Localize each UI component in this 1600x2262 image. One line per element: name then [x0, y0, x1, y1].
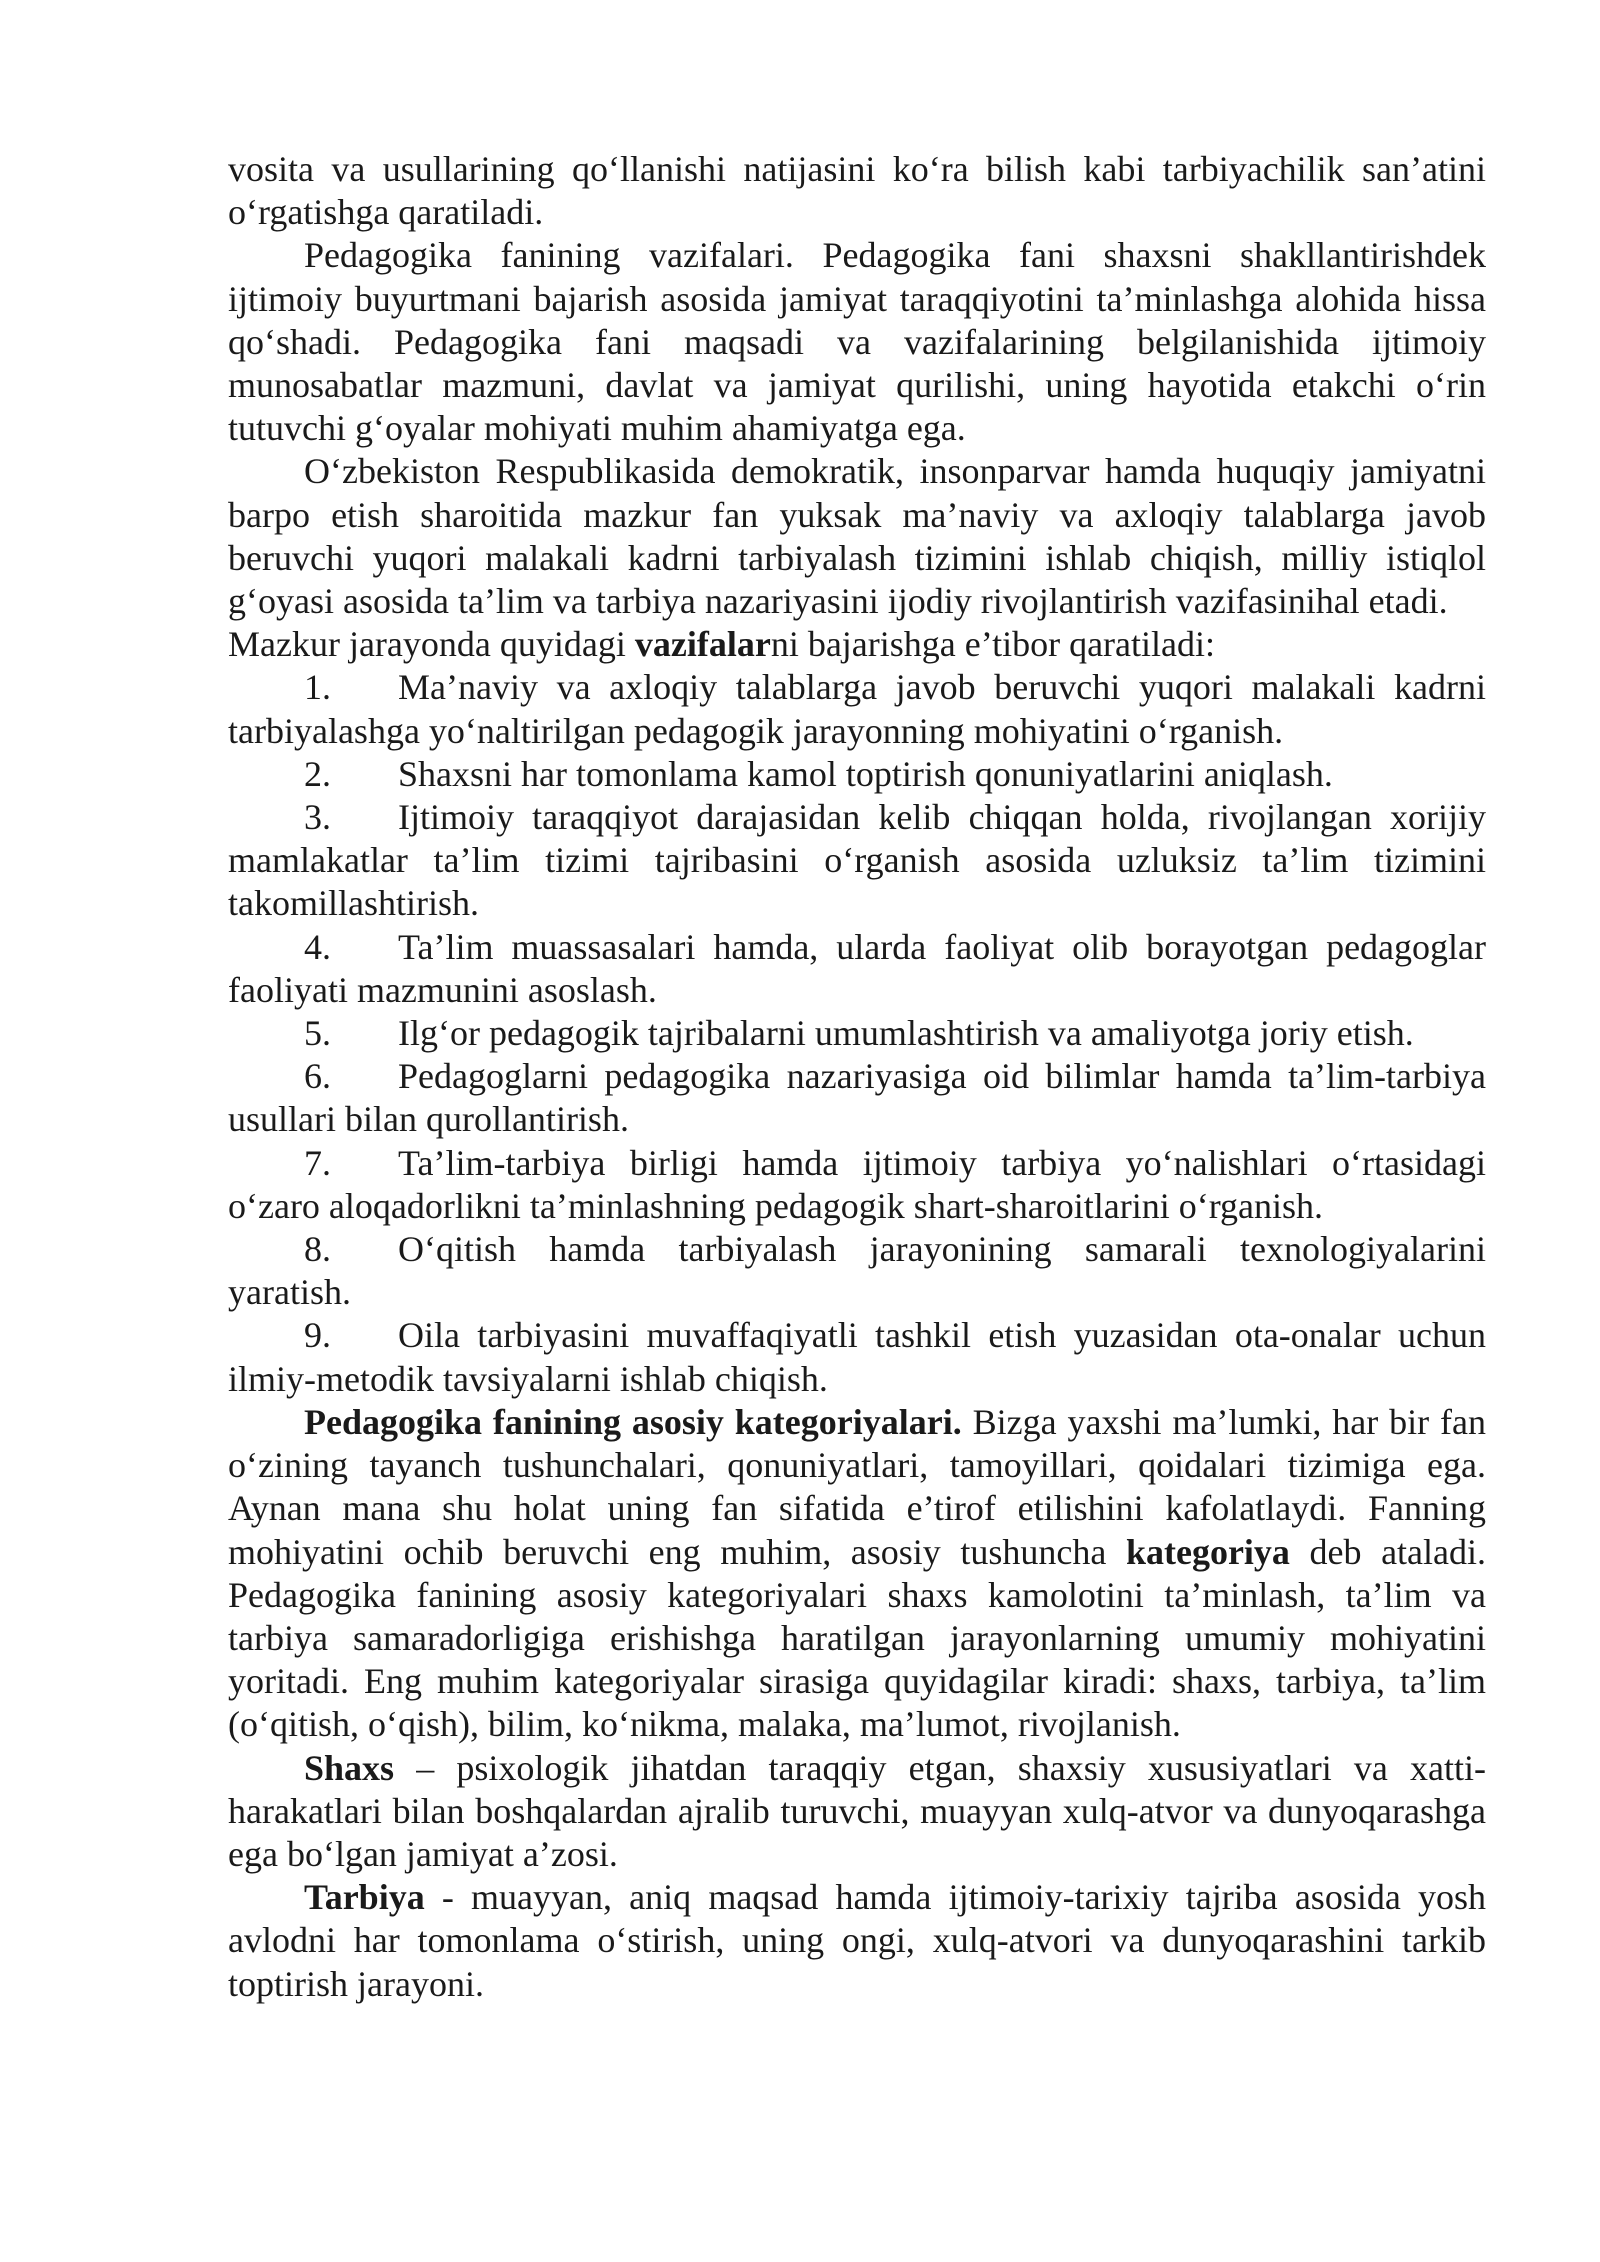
categories-text-end: deb ataladi. Pedagogika fanining asosiy kategoriyalari shaxs kamolotini ta’minlash, ta’lim va tarbiya samaradorligiga erishishga haratilgan jarayonlarning umumiy mohiyatini yoritadi. Eng muhim kategoriyalar sirasiga quyidagilar kiradi: shaxs, tarbiya, ta’lim (o‘qitish, o‘qish), bilim, ko‘nikma, malaka, ma’lumot, rivojlanish.	[228, 1531, 1487, 1745]
list-item	[228, 666, 1486, 752]
list-item-text: Ma’naviy va axloqiy talablarga javob beruvchi yuqori malakali kadrni tarbiyalashga yo‘naltirilgan pedagogik jarayonning mohiyatini o‘rganish.	[228, 667, 1486, 751]
list-item-number: 4.	[304, 926, 331, 967]
shaxs-definition: – psixologik jihatdan taraqqiy etgan, shaxsiy xususiyatlari va xatti-harakatlari bilan boshqalardan ajralib turuvchi, muayyan xulq-atvor va dunyoqarashga ega bo‘lgan jamiyat a’zosi.	[228, 1747, 1486, 1874]
list-item-number: 9.	[304, 1315, 331, 1356]
shaxs-term: Shaxs	[304, 1747, 395, 1788]
paragraph-categories	[228, 1401, 1486, 1747]
list-item	[228, 796, 1486, 926]
list-item-text: Ilg‘or pedagogik tajribalarni umumlashtirish va amaliyotga joriy etish.	[398, 1013, 1414, 1054]
list-item	[228, 1012, 1486, 1055]
paragraph-tarbiya	[228, 1876, 1486, 2006]
list-item	[228, 753, 1486, 796]
tasks-lead-bold: vazifalar	[634, 624, 771, 665]
list-item	[228, 1228, 1486, 1314]
list-item	[228, 1055, 1486, 1141]
list-item-number: 5.	[304, 1013, 331, 1054]
list-item-text: Oila tarbiyasini muvaffaqiyatli tashkil etish yuzasidan ota-onalar uchun ilmiy-metodik tavsiyalarni ishlab chiqish.	[228, 1315, 1486, 1399]
list-item-text: Pedagoglarni pedagogika nazariyasiga oid bilimlar hamda ta’lim-tarbiya usullari bilan qurollantirish.	[228, 1056, 1486, 1140]
list-item	[228, 1142, 1486, 1228]
list-item-text: Ijtimoiy taraqqiyot darajasidan kelib chiqqan holda, rivojlangan xorijiy mamlakatlar ta’lim tizimi tajribasini o‘rganish asosida uzluksiz ta’lim tizimini takomillashtirish.	[228, 797, 1486, 924]
document-page	[228, 148, 1486, 2006]
paragraph-uzbekistan: O‘zbekiston Respublikasida demokratik, insonparvar hamda huquqiy jamiyatni barpo etish sharoitida mazkur fan yuksak ma’naviy va axloqiy talablarga javob beruvchi yuqori malakali kadrni tarbiyalash tizimini ishlab chiqish, milliy istiqlol g‘oyasi asosida ta’lim va tarbiya nazariyasini ijodiy rivojlantirish vazifasinihal etadi.	[228, 451, 1486, 622]
categories-text: Bizga yaxshi ma’lumki, har bir fan o‘zining tayanch tushunchalari, qonuniyatlari, tamoyillari, qoidalari tizimiga ega. Aynan mana shu holat uning fan sifatida e’tirof etilishini kafolatlaydi. Fanning mohiyatini ochib beruvchi eng muhim, asosiy tushuncha	[228, 1401, 1487, 1572]
list-item-number: 7.	[304, 1142, 331, 1183]
categories-term: kategoriya	[1125, 1531, 1290, 1572]
list-item-number: 1.	[304, 667, 331, 708]
paragraph-pedagogy-tasks-intro: Pedagogika fanining vazifalari. Pedagogika fani shaxsni shakllantirishdek ijtimoiy buyurtmani bajarish asosida jamiyat taraqqiyotini ta’minlashga alohida hissa qo‘shadi. Pedagogika fani maqsadi va vazifalarining belgilanishida ijtimoiy munosabatlar mazmuni, davlat va jamiyat qurilishi, uning hayotida etakchi o‘rin tutuvchi g‘oyalar mohiyati muhim ahamiyatga ega.	[228, 235, 1486, 449]
list-item-text: Ta’lim muassasalari hamda, ularda faoliyat olib borayotgan pedagoglar faoliyati mazmunini asoslash.	[228, 926, 1486, 1010]
list-item-text: Ta’lim-tarbiya birligi hamda ijtimoiy tarbiya yo‘nalishlari o‘rtasidagi o‘zaro aloqadorlikni ta’minlashning pedagogik shart-sharoitlarini o‘rganish.	[228, 1142, 1486, 1226]
paragraph-tasks-lead	[228, 623, 1486, 666]
list-item-number: 6.	[304, 1056, 331, 1097]
tasks-list	[228, 666, 1486, 1400]
list-item	[228, 1314, 1486, 1400]
list-item-number: 8.	[304, 1229, 331, 1270]
list-item	[228, 926, 1486, 1012]
tasks-lead-text: Mazkur jarayonda quyidagi	[228, 624, 635, 665]
tarbiya-term: Tarbiya	[304, 1877, 425, 1918]
list-item-number: 2.	[304, 753, 331, 794]
tasks-lead-text-end: ni bajarishga e’tibor qaratiladi:	[770, 624, 1216, 665]
list-item-text: O‘qitish hamda tarbiyalash jarayonining samarali texnologiyalarini yaratish.	[228, 1229, 1486, 1313]
paragraph-shaxs	[228, 1747, 1486, 1877]
list-item-text: Shaxsni har tomonlama kamol toptirish qonuniyatlarini aniqlash.	[398, 753, 1333, 794]
paragraph-continuation: vosita va usullarining qo‘llanishi natijasini ko‘ra bilish kabi tarbiyachilik san’atini o‘rgatishga qaratiladi.	[228, 149, 1486, 233]
tarbiya-definition: - muayyan, aniq maqsad hamda ijtimoiy-tarixiy tajriba asosida yosh avlodni har tomonlama o‘stirish, uning ongi, xulq-atvori va dunyoqarashini tarkib toptirish jarayoni.	[228, 1877, 1486, 2004]
list-item-number: 3.	[304, 797, 331, 838]
categories-heading: Pedagogika fanining asosiy kategoriyalari.	[304, 1401, 962, 1442]
